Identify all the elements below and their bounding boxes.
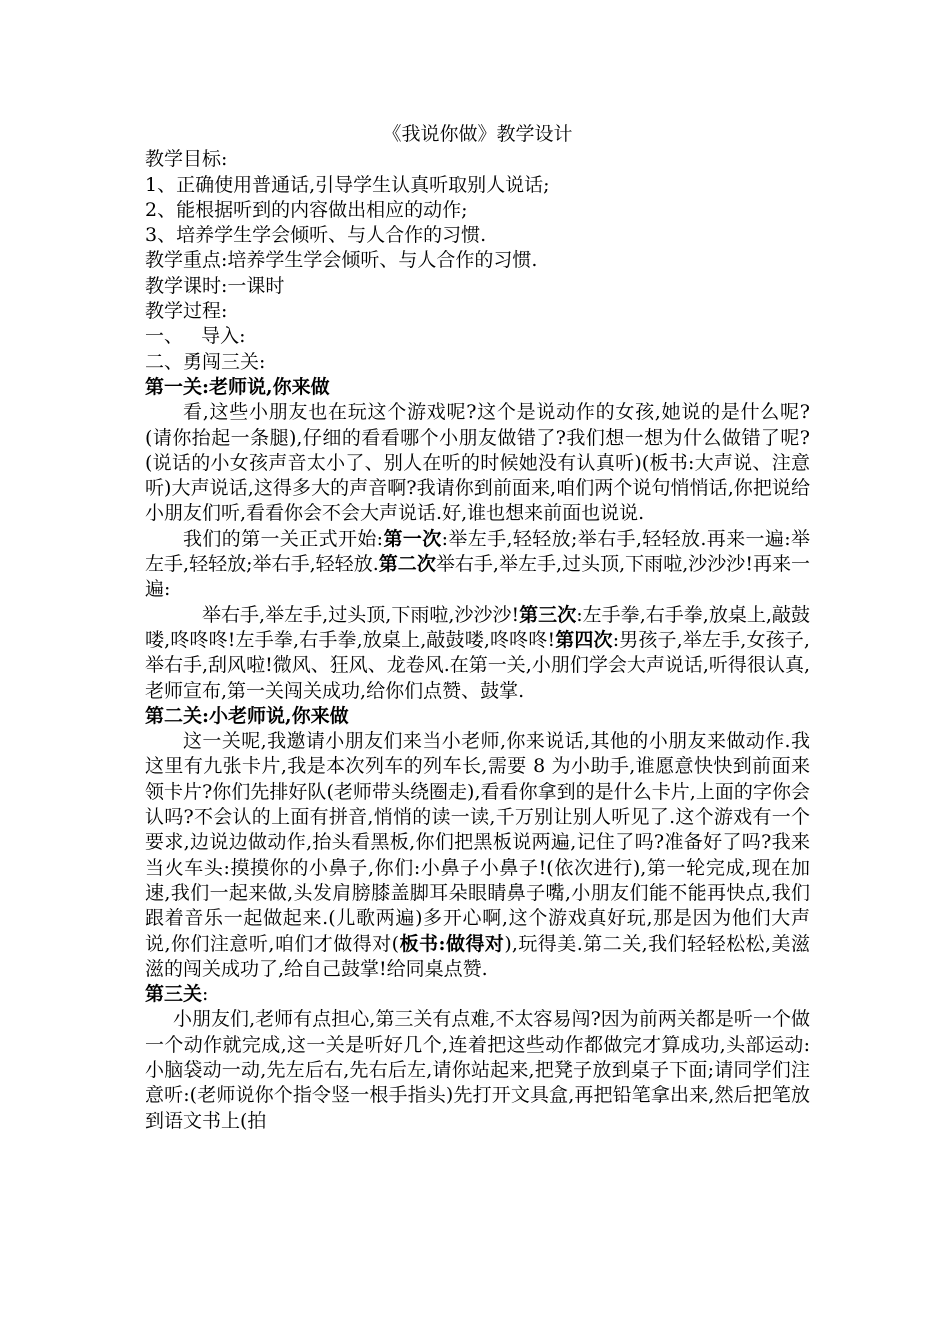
step-intro: 一、 导入: <box>145 325 246 348</box>
text-run: 举右手,举左手,过头顶,下雨啦,沙沙沙! <box>202 603 520 626</box>
text-run: :左手拳,右手拳,放桌上,敲鼓喽,咚咚咚!左手拳,右手拳,放桌上,敲鼓喽,咚咚咚! <box>145 603 810 651</box>
lesson-time: 教学课时:一课时 <box>145 274 285 297</box>
key-point: 教学重点:培养学生学会倾听、与人合作的习惯. <box>145 249 538 272</box>
bold-run: 第四次 <box>555 628 613 651</box>
objective-item: 2、能根据听到的内容做出相应的动作; <box>145 198 468 221</box>
level1-paragraph <box>145 603 810 704</box>
text-run: :男孩子,举左手,女孩子,举右手,刮风啦!微风、狂风、龙卷风.在第一关,小朋们学会大声说话,听得很认真,老师宣布,第一关闯关成功,给你们点赞、鼓掌. <box>145 628 810 702</box>
text-run: : <box>202 983 209 1006</box>
text-run: :举左手,轻轻放;举右手,轻轻放.再来一遍:举左手,轻轻放;举右手,轻轻放. <box>145 527 810 576</box>
level1-paragraph: 看,这些小朋友也在玩这个游戏呢?这个是说动作的女孩,她说的是什么呢?(请你抬起一条腿),仔细的看看哪个小朋友做错了?我们想一想为什么做错了呢?(说话的小女孩声音太小了、别人在听的时候她没有认真听)(板书:大声说、注意听)大声说话,这得多大的声音啊?我请你到前面来,咱们两个说句悄悄话,你把说给小朋友们听,看看你会不会大声说话.好,谁也想来前面也说说. <box>145 401 810 525</box>
level1-paragraph <box>145 527 810 603</box>
text-run: ),玩得美.第二关,我们轻轻松松,美滋滋的闯关成功了,给自己鼓掌!给同桌点赞. <box>145 932 810 980</box>
bold-run: 板书:做得对 <box>399 932 505 955</box>
step-levels: 二、勇闯三关: <box>145 350 266 373</box>
objective-item: 3、培养学生学会倾听、与人合作的习惯. <box>145 224 487 247</box>
document-page <box>145 122 810 1134</box>
bold-run: 第一次 <box>383 527 442 550</box>
text-run: 举右手,举左手,过头顶,下雨啦,沙沙沙!再来一遍: <box>145 553 810 601</box>
level2-heading: 第二关:小老师说,你来做 <box>145 704 349 727</box>
objectives-label: 教学目标: <box>145 148 228 171</box>
level3-paragraph: 小朋友们,老师有点担心,第三关有点难,不太容易闯?因为前两关都是听一个做一个动作就完成,这一关是听好几个,连着把这些动作都做完才算成功,头部运动:小脑袋动一动,先左后右,先右后左,请你站起来,把凳子放到桌子下面;请同学们注意听:(老师说你个指令竖一根手指头)先打开文具盒,再把铅笔拿出来,然后把笔放到语文书上(拍 <box>145 1008 810 1132</box>
level3-heading <box>145 982 810 1007</box>
process-label: 教学过程: <box>145 300 228 323</box>
level1-heading: 第一关:老师说,你来做 <box>145 375 330 398</box>
bold-run: 第三关 <box>145 983 203 1006</box>
text-run: 我们的第一关正式开始: <box>183 527 384 550</box>
bold-run: 第二次 <box>378 553 436 576</box>
document-title: 《我说你做》教学设计 <box>382 123 573 145</box>
level2-paragraph <box>145 729 810 982</box>
bold-run: 第三次 <box>519 603 577 626</box>
objective-item: 1、正确使用普通话,引导学生认真听取别人说话; <box>145 173 550 196</box>
text-run: 这一关呢,我邀请小朋友们来当小老师,你来说话,其他的小朋友来做动作.我这里有九张卡片,我是本次列车的列车长,需要 8 为小助手,谁愿意快快到前面来领卡片?你们先排好队(老师带头绕圈走),看看你拿到的是什么卡片,上面的字你会认吗?不会认的上面有拼音,悄悄的读一读,千万别让别人听见了.这个游戏有一个要求,边说边做动作,抬头看黑板,你们把黑板说两遍,记住了吗?准备好了吗?我来当火车头:摸摸你的小鼻子,你们:小鼻子小鼻子!(依次进行),第一轮完成,现在加速,我们一起来做,头发肩膀膝盖脚耳朵眼睛鼻子嘴,小朋友们能不能再快点,我们跟着音乐一起做起来.(儿歌两遍)多开心啊,这个游戏真好玩,那是因为他们大声说,你们注意听,咱们才做得对( <box>145 730 810 955</box>
